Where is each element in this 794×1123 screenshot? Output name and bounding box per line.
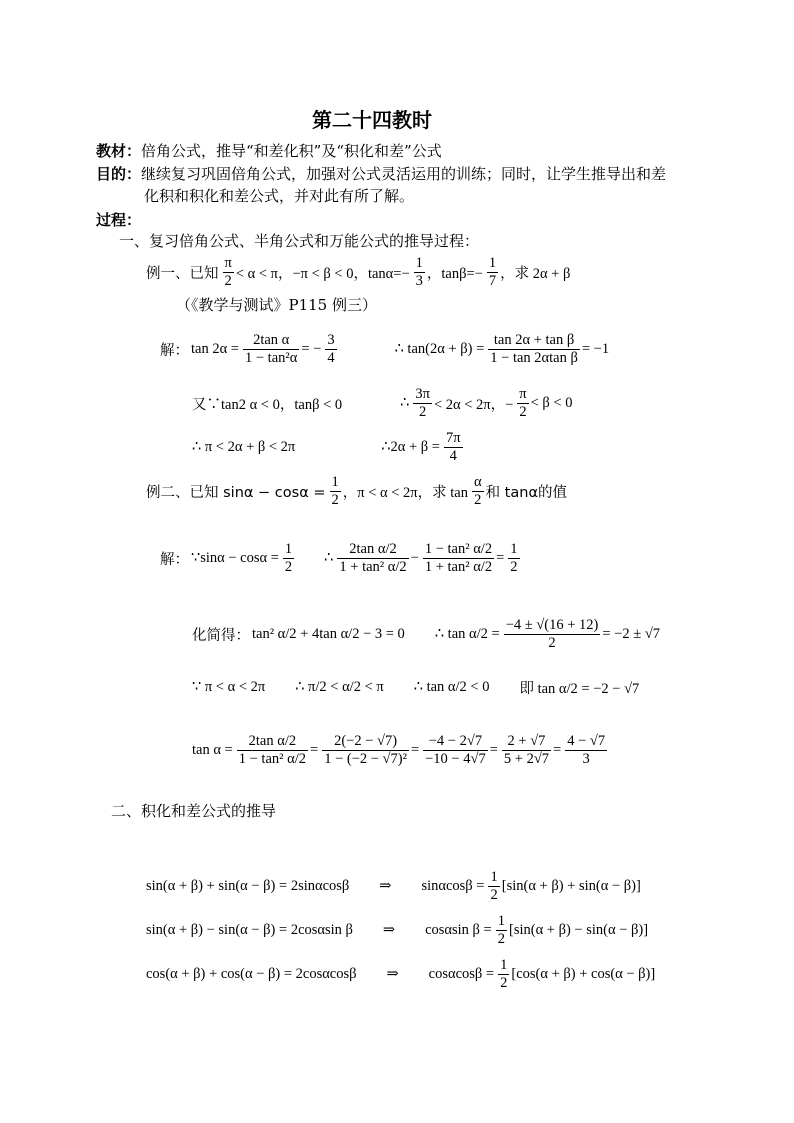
goal-line-2: 化积和积化和差公式，并对此有所了解。 <box>144 187 415 205</box>
solution-label: 解： <box>160 551 189 568</box>
fraction: $\frac{4 - √7}{3}$ <box>567 732 606 767</box>
equation-text: tan 2α = <box>191 340 239 357</box>
fraction: $\frac{\pi}{2}$ <box>224 254 232 289</box>
fraction: $\frac{1}{2}$ <box>497 912 505 947</box>
condition-text: 和 tanα的值 <box>485 484 568 501</box>
fraction: $\frac{-4 \pm √(16 + 12)}{2}$ <box>505 616 599 651</box>
fraction: $\frac{\text{tan 2α + tan β}}{\text{1 − tan 2αtan β}}$ <box>490 331 578 366</box>
example-1-solution-line-1 <box>160 330 611 368</box>
equation-text: ∴ tan α/2 = <box>434 625 500 642</box>
equation-text: 又∵tan2 α < 0，tanβ < 0 <box>192 396 343 413</box>
condition-text: ，求 2α + β <box>500 265 571 282</box>
goal-label: 目的： <box>96 165 142 183</box>
equation-text: − <box>410 549 419 566</box>
example-2-condition <box>146 472 569 510</box>
fraction: $\frac{1}{2}$ <box>490 868 498 903</box>
equation-text: ∴ π/2 < α/2 < π <box>295 678 384 695</box>
formula-right: [sin(α + β) − sin(α − β)] <box>508 921 649 938</box>
equals-sign: = <box>310 741 319 758</box>
solution-label: 解： <box>160 342 189 359</box>
formula-mid: sinαcosβ = <box>421 877 485 894</box>
equation-text: ∵ π < α < 2π <box>192 678 266 695</box>
fraction: $\frac{2 + √7}{5 + 2√7}$ <box>503 732 550 767</box>
fraction: $\frac{1}{2}$ <box>284 540 293 575</box>
fraction: $\frac{1}{3}$ <box>415 254 423 289</box>
equation-text: ∵sinα − cosα = <box>191 549 279 566</box>
fraction: $\frac{\text{2tan α/2}}{\text{1 − tan² α/2}}$ <box>238 732 306 767</box>
section-1-heading: 一、复习倍角公式、半角公式和万能公式的推导过程： <box>119 232 480 250</box>
equation-text: < β < 0 <box>530 394 573 411</box>
fraction: $\frac{3\pi}{2}$ <box>415 385 430 420</box>
implies-arrow: ⇒ <box>379 877 392 894</box>
formula-left: sin(α + β) − sin(α − β) = 2cosαsin β <box>146 921 353 938</box>
fraction: $\frac{7\pi}{4}$ <box>445 429 461 464</box>
example-1-intro: 例一、已知 <box>146 265 219 282</box>
fraction: $\frac{\text{1 − tan² α/2}}{\text{1 + tan² α/2}}$ <box>424 540 493 575</box>
equation-text: ∴ <box>324 549 334 566</box>
section-2-heading: 二、积化和差公式的推导 <box>111 802 277 820</box>
example-2-solution-line-1 <box>160 530 522 586</box>
example-2-solution-line-4 <box>192 722 609 778</box>
equation-text: ∴ tan(2α + β) = <box>394 340 485 357</box>
fraction: $\frac{\text{2tan α}}{\text{1 − tan²α}}$ <box>245 331 298 366</box>
example-1-solution-line-2 <box>192 384 574 422</box>
product-to-sum-formula-1 <box>146 866 643 906</box>
fraction: $\frac{1}{7}$ <box>488 254 497 289</box>
example-1-solution-line-3 <box>192 428 465 466</box>
equals-sign: = <box>489 741 498 758</box>
equation-text: = − <box>301 340 322 357</box>
fraction: $\frac{\pi}{2}$ <box>519 385 527 420</box>
goal-text-1: 继续复习巩固倍角公式，加强对公式灵活运用的训练；同时，让学生推导出和差 <box>141 165 667 183</box>
formula-right: [sin(α + β) + sin(α − β)] <box>501 877 641 894</box>
implies-arrow: ⇒ <box>386 965 399 982</box>
product-to-sum-formula-2 <box>146 910 650 950</box>
equation-text: tan² α/2 + 4tan α/2 − 3 = 0 <box>252 625 405 642</box>
fraction: $\frac{\alpha}{2}$ <box>473 473 482 508</box>
equation-text: ∴ <box>400 394 410 411</box>
fraction: $\frac{1}{2}$ <box>500 956 508 991</box>
equals-sign: = <box>553 741 562 758</box>
condition-text: ，π < α < 2π，求 tan <box>342 484 468 501</box>
formula-left: cos(α + β) + cos(α − β) = 2cosαcosβ <box>146 965 357 982</box>
condition-text: ，tanβ=− <box>426 265 483 282</box>
material-label: 教材： <box>96 142 142 160</box>
formula-mid: cosαcosβ = <box>428 965 495 982</box>
simplify-label: 化简得： <box>192 627 250 644</box>
condition-text: < α < π，−π < β < 0，tanα=− <box>235 265 410 282</box>
formula-right: [cos(α + β) + cos(α − β)] <box>511 965 656 982</box>
fraction: $\frac{-4 - 2√7}{-10 - 4√7}$ <box>425 732 486 767</box>
fraction: $\frac{3}{4}$ <box>327 331 335 366</box>
equation-text: ∴ tan α/2 < 0 <box>413 678 490 695</box>
equals-sign: = <box>410 741 420 758</box>
material-text: 倍角公式，推导“和差化积”及“积化和差”公式 <box>141 142 442 160</box>
equation-text: ∴ π < 2α + β < 2π <box>192 438 296 455</box>
implies-arrow: ⇒ <box>382 921 396 938</box>
fraction: $\frac{2(-2 - √7)}{\text{1 − (−2 − √7)²}}$ <box>324 732 407 767</box>
equation-text: = <box>496 549 505 566</box>
material-line <box>96 142 442 160</box>
example-1-condition <box>146 254 572 290</box>
example-2-solution-line-3 <box>192 668 641 706</box>
equation-text: 即 tan α/2 = −2 − √7 <box>519 680 640 697</box>
equation-text: = −2 ± √7 <box>602 625 661 642</box>
formula-left: sin(α + β) + sin(α − β) = 2sinαcosβ <box>146 877 350 894</box>
example-1-source: （《教学与测试》P115 例三） <box>176 296 377 314</box>
fraction: $\frac{1}{2}$ <box>331 473 339 508</box>
process-label: 过程： <box>96 211 142 229</box>
equation-text: ∴2α + β = <box>381 438 440 455</box>
equation-text: < 2α < 2π，− <box>433 396 514 413</box>
page-title: 第二十四教时 <box>312 108 432 132</box>
formula-mid: cosαsin β = <box>425 921 492 938</box>
equation-text: tan α = <box>192 741 233 758</box>
equation-text: = −1 <box>581 340 610 357</box>
fraction: $\frac{1}{2}$ <box>510 540 518 575</box>
goal-line-1 <box>96 165 666 183</box>
fraction: $\frac{\text{2tan α/2}}{\text{1 + tan² α/2}}$ <box>339 540 407 575</box>
product-to-sum-formula-3 <box>146 954 657 994</box>
example-2-intro: 例二、已知 sinα − cosα = <box>146 484 326 501</box>
example-2-solution-line-2 <box>192 614 662 654</box>
